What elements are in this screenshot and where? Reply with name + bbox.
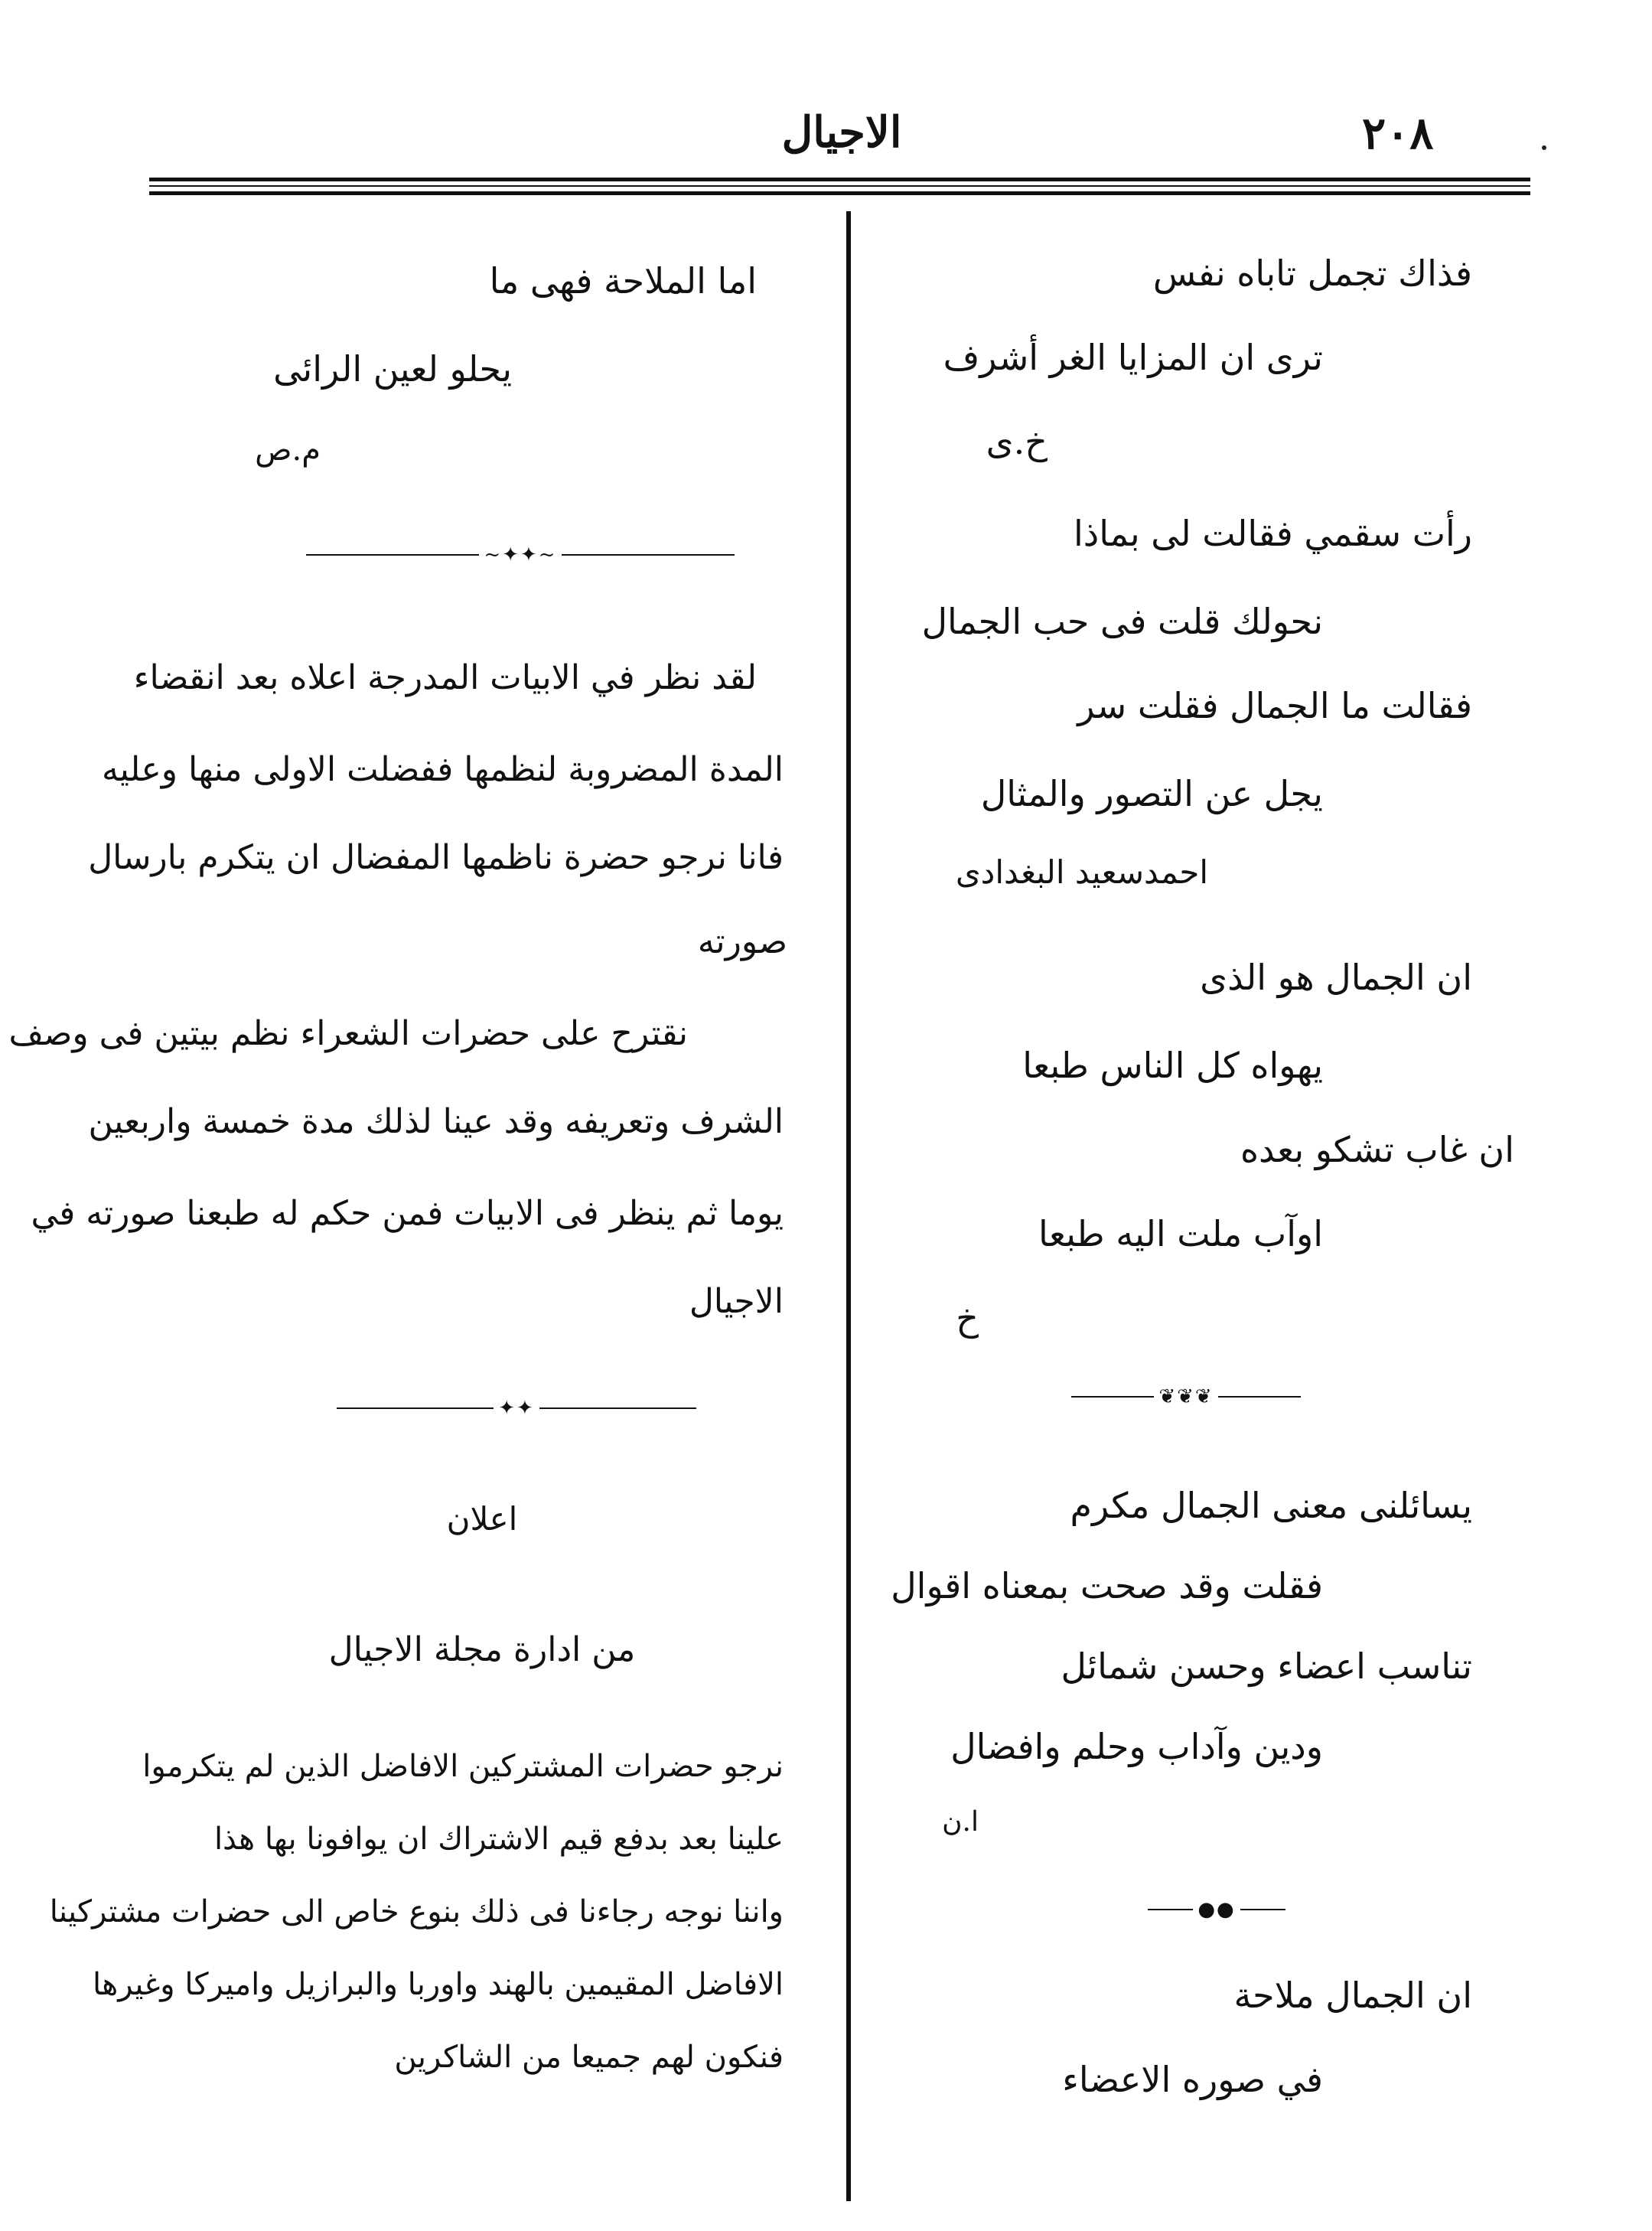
poem-line: اما الملاحة فهى ما bbox=[489, 260, 757, 302]
poem-line: رأت سقمي فقالت لى بماذا bbox=[1073, 513, 1472, 554]
poem-line: يهواه كل الناس طبعا bbox=[1022, 1045, 1323, 1086]
poem-signature: احمدسعيد البغدادى bbox=[955, 853, 1208, 891]
editorial-line: صورته bbox=[697, 922, 787, 961]
notice-heading: اعلان bbox=[446, 1500, 518, 1538]
header-rule-bottom bbox=[149, 191, 1530, 195]
poem-line: ان الجمال هو الذى bbox=[1200, 957, 1472, 998]
poem-line: يجل عن التصور والمثال bbox=[980, 773, 1323, 814]
header-rule-middle bbox=[149, 185, 1530, 187]
poem-signature: م.ص bbox=[255, 432, 321, 468]
proposal-line: الشرف وتعريفه وقد عينا لذلك مدة خمسة واربعين bbox=[88, 1102, 784, 1141]
poem-line: فقالت ما الجمال فقلت سر bbox=[1077, 685, 1472, 726]
notice-line: نرجو حضرات المشتركين الافاضل الذين لم يتكرموا bbox=[142, 1749, 784, 1784]
editorial-line: المدة المضروبة لنظمها ففضلت الاولى منها وعليه bbox=[102, 750, 784, 789]
poem-line: فذاك تجمل تاباه نفس bbox=[1152, 253, 1472, 294]
poem-line: ترى ان المزايا الغر أشرف bbox=[943, 337, 1323, 378]
poem-line: اوآب ملت اليه طبعا bbox=[1038, 1213, 1323, 1254]
notice-line: فنكون لهم جميعا من الشاكرين bbox=[394, 2040, 784, 2075]
proposal-line: نقترح على حضرات الشعراء نظم بيتين فى وصف bbox=[8, 1014, 688, 1053]
header-dot bbox=[1542, 145, 1546, 150]
poem-line: فقلت وقد صحت بمعناه اقوال bbox=[891, 1565, 1323, 1606]
poem-line: ان غاب تشكو بعده bbox=[1240, 1129, 1514, 1170]
proposal-line: الاجيال bbox=[689, 1282, 784, 1321]
header-rule-top bbox=[149, 178, 1530, 181]
section-ornament: ●● bbox=[1148, 1902, 1285, 1917]
page-number: ٢٠٨ bbox=[1362, 107, 1434, 159]
notice-line: الافاضل المقيمين بالهند واوربا والبرازيل واميركا وغيرها bbox=[92, 1967, 784, 2002]
page-title: الاجيال bbox=[781, 107, 902, 158]
notice-line: علينا بعد بدفع قيم الاشتراك ان يوافونا بها هذا bbox=[213, 1822, 784, 1857]
poem-line: نحولك قلت فى حب الجمال bbox=[921, 601, 1323, 642]
notice-line: واننا نوجه رجاءنا فى ذلك بنوع خاص الى حضرات مشتركينا bbox=[49, 1894, 784, 1929]
editorial-line: لقد نظر في الابيات المدرجة اعلاه بعد انقضاء bbox=[133, 658, 757, 697]
poem-line: يسائلنى معنى الجمال مكرم bbox=[1070, 1485, 1472, 1526]
poem-line: يحلو لعين الرائى bbox=[273, 348, 512, 390]
poem-line: في صوره الاعضاء bbox=[1062, 2059, 1323, 2100]
proposal-line: يوما ثم ينظر فى الابيات فمن حكم له طبعنا صورته في bbox=[31, 1194, 784, 1233]
notice-subheading: من ادارة مجلة الاجيال bbox=[328, 1630, 636, 1669]
section-ornament: ✦✦ bbox=[337, 1401, 696, 1416]
editorial-line: فانا نرجو حضرة ناظمها المفضال ان يتكرم بارسال bbox=[88, 838, 784, 877]
poem-line: تناسب اعضاء وحسن شمائل bbox=[1061, 1646, 1472, 1687]
column-divider bbox=[846, 211, 851, 2201]
poem-signature: خ bbox=[956, 1297, 979, 1339]
poem-line: ان الجمال ملاحة bbox=[1233, 1975, 1472, 2016]
section-ornament: ~✦✦~ bbox=[306, 547, 735, 563]
poem-line: ودين وآداب وحلم وافضال bbox=[950, 1726, 1323, 1767]
poem-signature: خ.ى bbox=[986, 421, 1048, 462]
poem-signature: ا.ن bbox=[942, 1806, 979, 1838]
section-ornament: ❦❦❦ bbox=[1071, 1389, 1301, 1404]
